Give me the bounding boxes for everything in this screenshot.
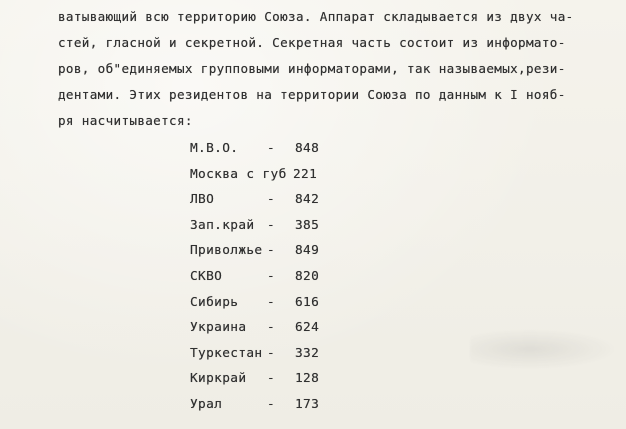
dash-separator: - (266, 141, 276, 156)
dash-separator: - (266, 243, 276, 259)
dash-separator: - (266, 320, 276, 336)
dash-separator: - (266, 217, 276, 233)
resident-count: 849 (295, 243, 320, 259)
region-name: Зап.край (190, 217, 255, 233)
resident-count: 173 (295, 396, 320, 412)
paragraph-line: дентами. Этих резидентов на территории Союза по данным к I нояб- (58, 87, 566, 102)
table-row (190, 213, 490, 239)
paragraph-line: ватывающий всю территорию Союза. Аппарат складывается из двух ча- (58, 9, 574, 24)
resident-count: 624 (295, 320, 320, 336)
table-row (190, 392, 490, 418)
resident-count: 616 (295, 294, 320, 310)
faded-stamp-mark (470, 328, 620, 370)
region-name: Приволжье (190, 243, 263, 259)
paragraph-line: ров, об"единяемых групповыми информаторами, так называемых,рези- (58, 61, 566, 76)
residents-table (190, 136, 490, 418)
paragraph-line: ря насчитывается: (58, 113, 193, 128)
resident-count: 128 (295, 371, 320, 387)
region-name: СКВО (190, 268, 223, 284)
region-name: М.В.О. (190, 141, 239, 156)
resident-count: 221 (293, 166, 318, 182)
table-row (190, 366, 490, 392)
table-row (190, 136, 490, 162)
dash-separator: - (266, 345, 276, 361)
resident-count: 332 (295, 345, 320, 361)
region-name: Урал (190, 396, 223, 412)
paragraph-line: стей, гласной и секретной. Секретная часть состоит из информато- (58, 35, 566, 50)
dash-separator: - (266, 396, 276, 412)
region-name: Туркестан (190, 345, 263, 361)
region-name: Сибирь (190, 294, 239, 310)
table-row (190, 290, 490, 316)
resident-count: 385 (295, 217, 320, 233)
table-row (190, 238, 490, 264)
table-row (190, 341, 490, 367)
region-name: Москва с губ (190, 166, 287, 182)
body-paragraph (58, 4, 618, 134)
resident-count: 820 (295, 268, 320, 284)
dash-separator: - (266, 294, 276, 310)
table-row (190, 162, 490, 188)
dash-separator: - (266, 268, 276, 284)
resident-count: 848 (295, 141, 320, 156)
table-row (190, 264, 490, 290)
table-row (190, 315, 490, 341)
region-name: Киркрай (190, 371, 247, 387)
region-name: ЛВО (190, 192, 215, 208)
resident-count: 842 (295, 192, 320, 208)
dash-separator: - (266, 371, 276, 387)
table-row (190, 187, 490, 213)
region-name: Украина (190, 320, 247, 336)
dash-separator: - (266, 192, 276, 208)
